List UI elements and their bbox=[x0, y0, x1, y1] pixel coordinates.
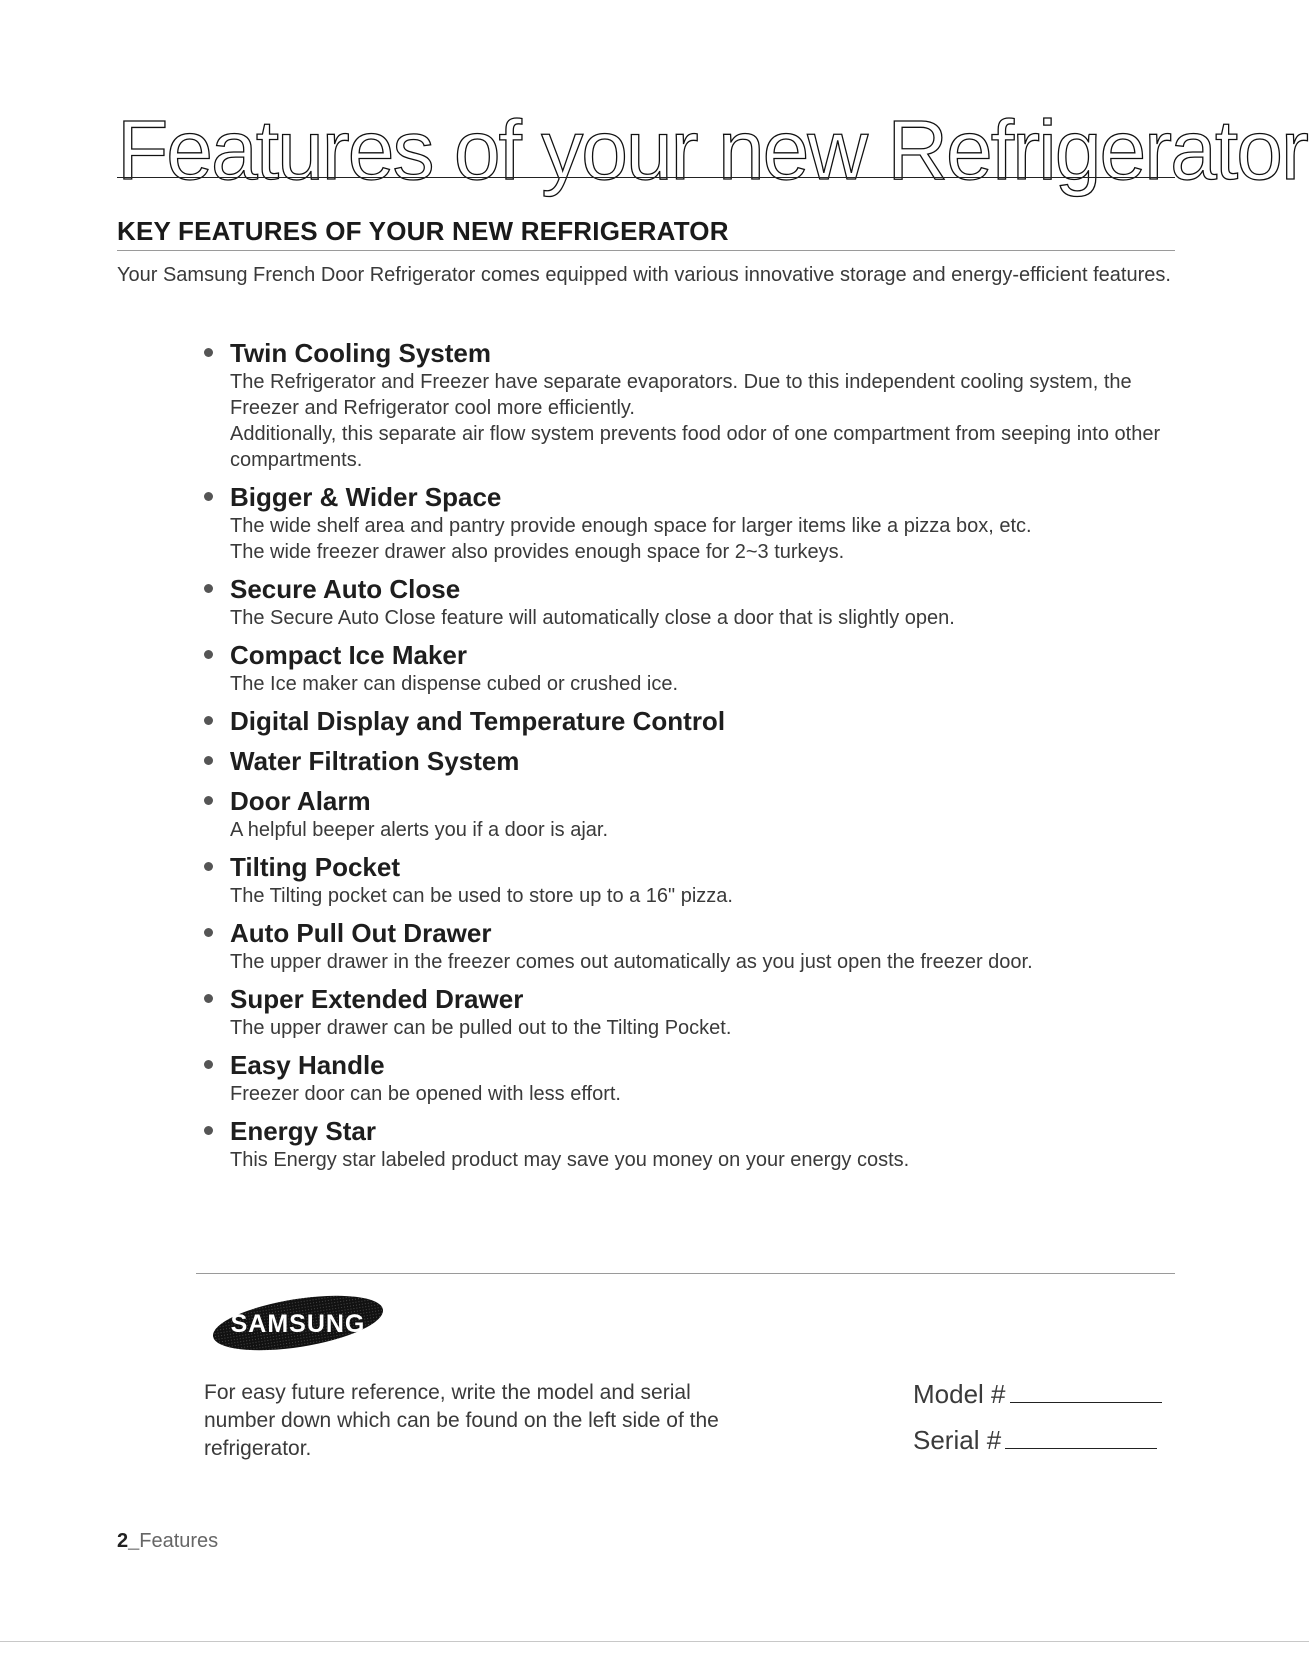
bullet-icon bbox=[204, 716, 213, 725]
feature-title: Energy Star bbox=[230, 1116, 376, 1146]
model-label: Model # bbox=[913, 1379, 1006, 1409]
feature-description: Freezer door can be opened with less effort. bbox=[230, 1083, 621, 1105]
feature-description: The upper drawer can be pulled out to the Tilting Pocket. bbox=[230, 1017, 732, 1039]
feature-item bbox=[196, 1116, 1186, 1173]
feature-list bbox=[196, 338, 1186, 1182]
feature-description: The wide freezer drawer also provides enough space for 2~3 turkeys. bbox=[230, 541, 845, 563]
feature-description: The Tilting pocket can be used to store up to a 16" pizza. bbox=[230, 885, 733, 907]
footer-divider bbox=[196, 1273, 1175, 1274]
feature-description: The wide shelf area and pantry provide enough space for larger items like a pizza box, etc. bbox=[230, 515, 1032, 537]
page-footer bbox=[117, 1529, 218, 1553]
feature-item bbox=[196, 338, 1186, 473]
bullet-icon bbox=[204, 756, 213, 765]
bullet-icon bbox=[204, 348, 213, 357]
bullet-icon bbox=[204, 1060, 213, 1069]
bottom-edge-line bbox=[0, 1641, 1309, 1642]
feature-description: The Refrigerator and Freezer have separate evaporators. Due to this independent cooling system, the Freezer and Refrigerator cool more efficiently. bbox=[230, 371, 1132, 419]
bullet-icon bbox=[204, 796, 213, 805]
section-heading: KEY FEATURES OF YOUR NEW REFRIGERATOR bbox=[117, 216, 729, 246]
feature-item bbox=[196, 786, 1186, 843]
bullet-icon bbox=[204, 1126, 213, 1135]
feature-item bbox=[196, 918, 1186, 975]
feature-description: A helpful beeper alerts you if a door is ajar. bbox=[230, 819, 609, 841]
bullet-icon bbox=[204, 650, 213, 659]
bullet-icon bbox=[204, 862, 213, 871]
model-number-field bbox=[913, 1379, 1162, 1409]
page-section: Features bbox=[139, 1530, 219, 1552]
feature-title: Digital Display and Temperature Control bbox=[230, 706, 726, 736]
serial-number-field bbox=[913, 1425, 1157, 1455]
feature-item bbox=[196, 574, 1186, 631]
bullet-icon bbox=[204, 584, 213, 593]
serial-blank-line bbox=[1005, 1426, 1157, 1449]
feature-item bbox=[196, 640, 1186, 697]
feature-title: Water Filtration System bbox=[230, 746, 520, 776]
feature-item bbox=[196, 852, 1186, 909]
reference-note: For easy future reference, write the model and serial number down which can be found on the left side of the refrigerator. bbox=[204, 1381, 719, 1460]
samsung-logo-text: SAMSUNG bbox=[230, 1310, 366, 1338]
page-number: 2_ bbox=[117, 1530, 140, 1552]
feature-title: Compact Ice Maker bbox=[230, 640, 467, 670]
feature-item bbox=[196, 984, 1186, 1041]
feature-item bbox=[196, 746, 1186, 777]
feature-description: The upper drawer in the freezer comes out automatically as you just open the freezer door. bbox=[230, 951, 1033, 973]
feature-title: Tilting Pocket bbox=[230, 852, 400, 882]
feature-title: Twin Cooling System bbox=[230, 338, 491, 368]
model-blank-line bbox=[1010, 1380, 1162, 1403]
bullet-icon bbox=[204, 928, 213, 937]
feature-item bbox=[196, 482, 1186, 565]
title-divider bbox=[117, 177, 1175, 178]
feature-title: Auto Pull Out Drawer bbox=[230, 918, 492, 948]
bullet-icon bbox=[204, 492, 213, 501]
section-divider bbox=[117, 250, 1175, 251]
feature-item bbox=[196, 706, 1186, 737]
intro-paragraph: Your Samsung French Door Refrigerator comes equipped with various innovative storage and energy-efficient features. bbox=[117, 264, 1171, 286]
feature-description: The Secure Auto Close feature will automatically close a door that is slightly open. bbox=[230, 607, 955, 629]
serial-label: Serial # bbox=[913, 1425, 1002, 1455]
bullet-icon bbox=[204, 994, 213, 1003]
feature-description: This Energy star labeled product may save you money on your energy costs. bbox=[230, 1149, 910, 1171]
feature-title: Secure Auto Close bbox=[230, 574, 461, 604]
page-title: Features of your new Refrigerator bbox=[117, 103, 1307, 197]
feature-title: Super Extended Drawer bbox=[230, 984, 524, 1014]
samsung-logo bbox=[210, 1292, 390, 1354]
feature-description: The Ice maker can dispense cubed or crushed ice. bbox=[230, 673, 679, 695]
feature-title: Door Alarm bbox=[230, 786, 371, 816]
feature-title: Bigger & Wider Space bbox=[230, 482, 502, 512]
feature-description: Additionally, this separate air flow system prevents food odor of one compartment from seeping into other compartments. bbox=[230, 423, 1161, 471]
feature-item bbox=[196, 1050, 1186, 1107]
feature-title: Easy Handle bbox=[230, 1050, 385, 1080]
